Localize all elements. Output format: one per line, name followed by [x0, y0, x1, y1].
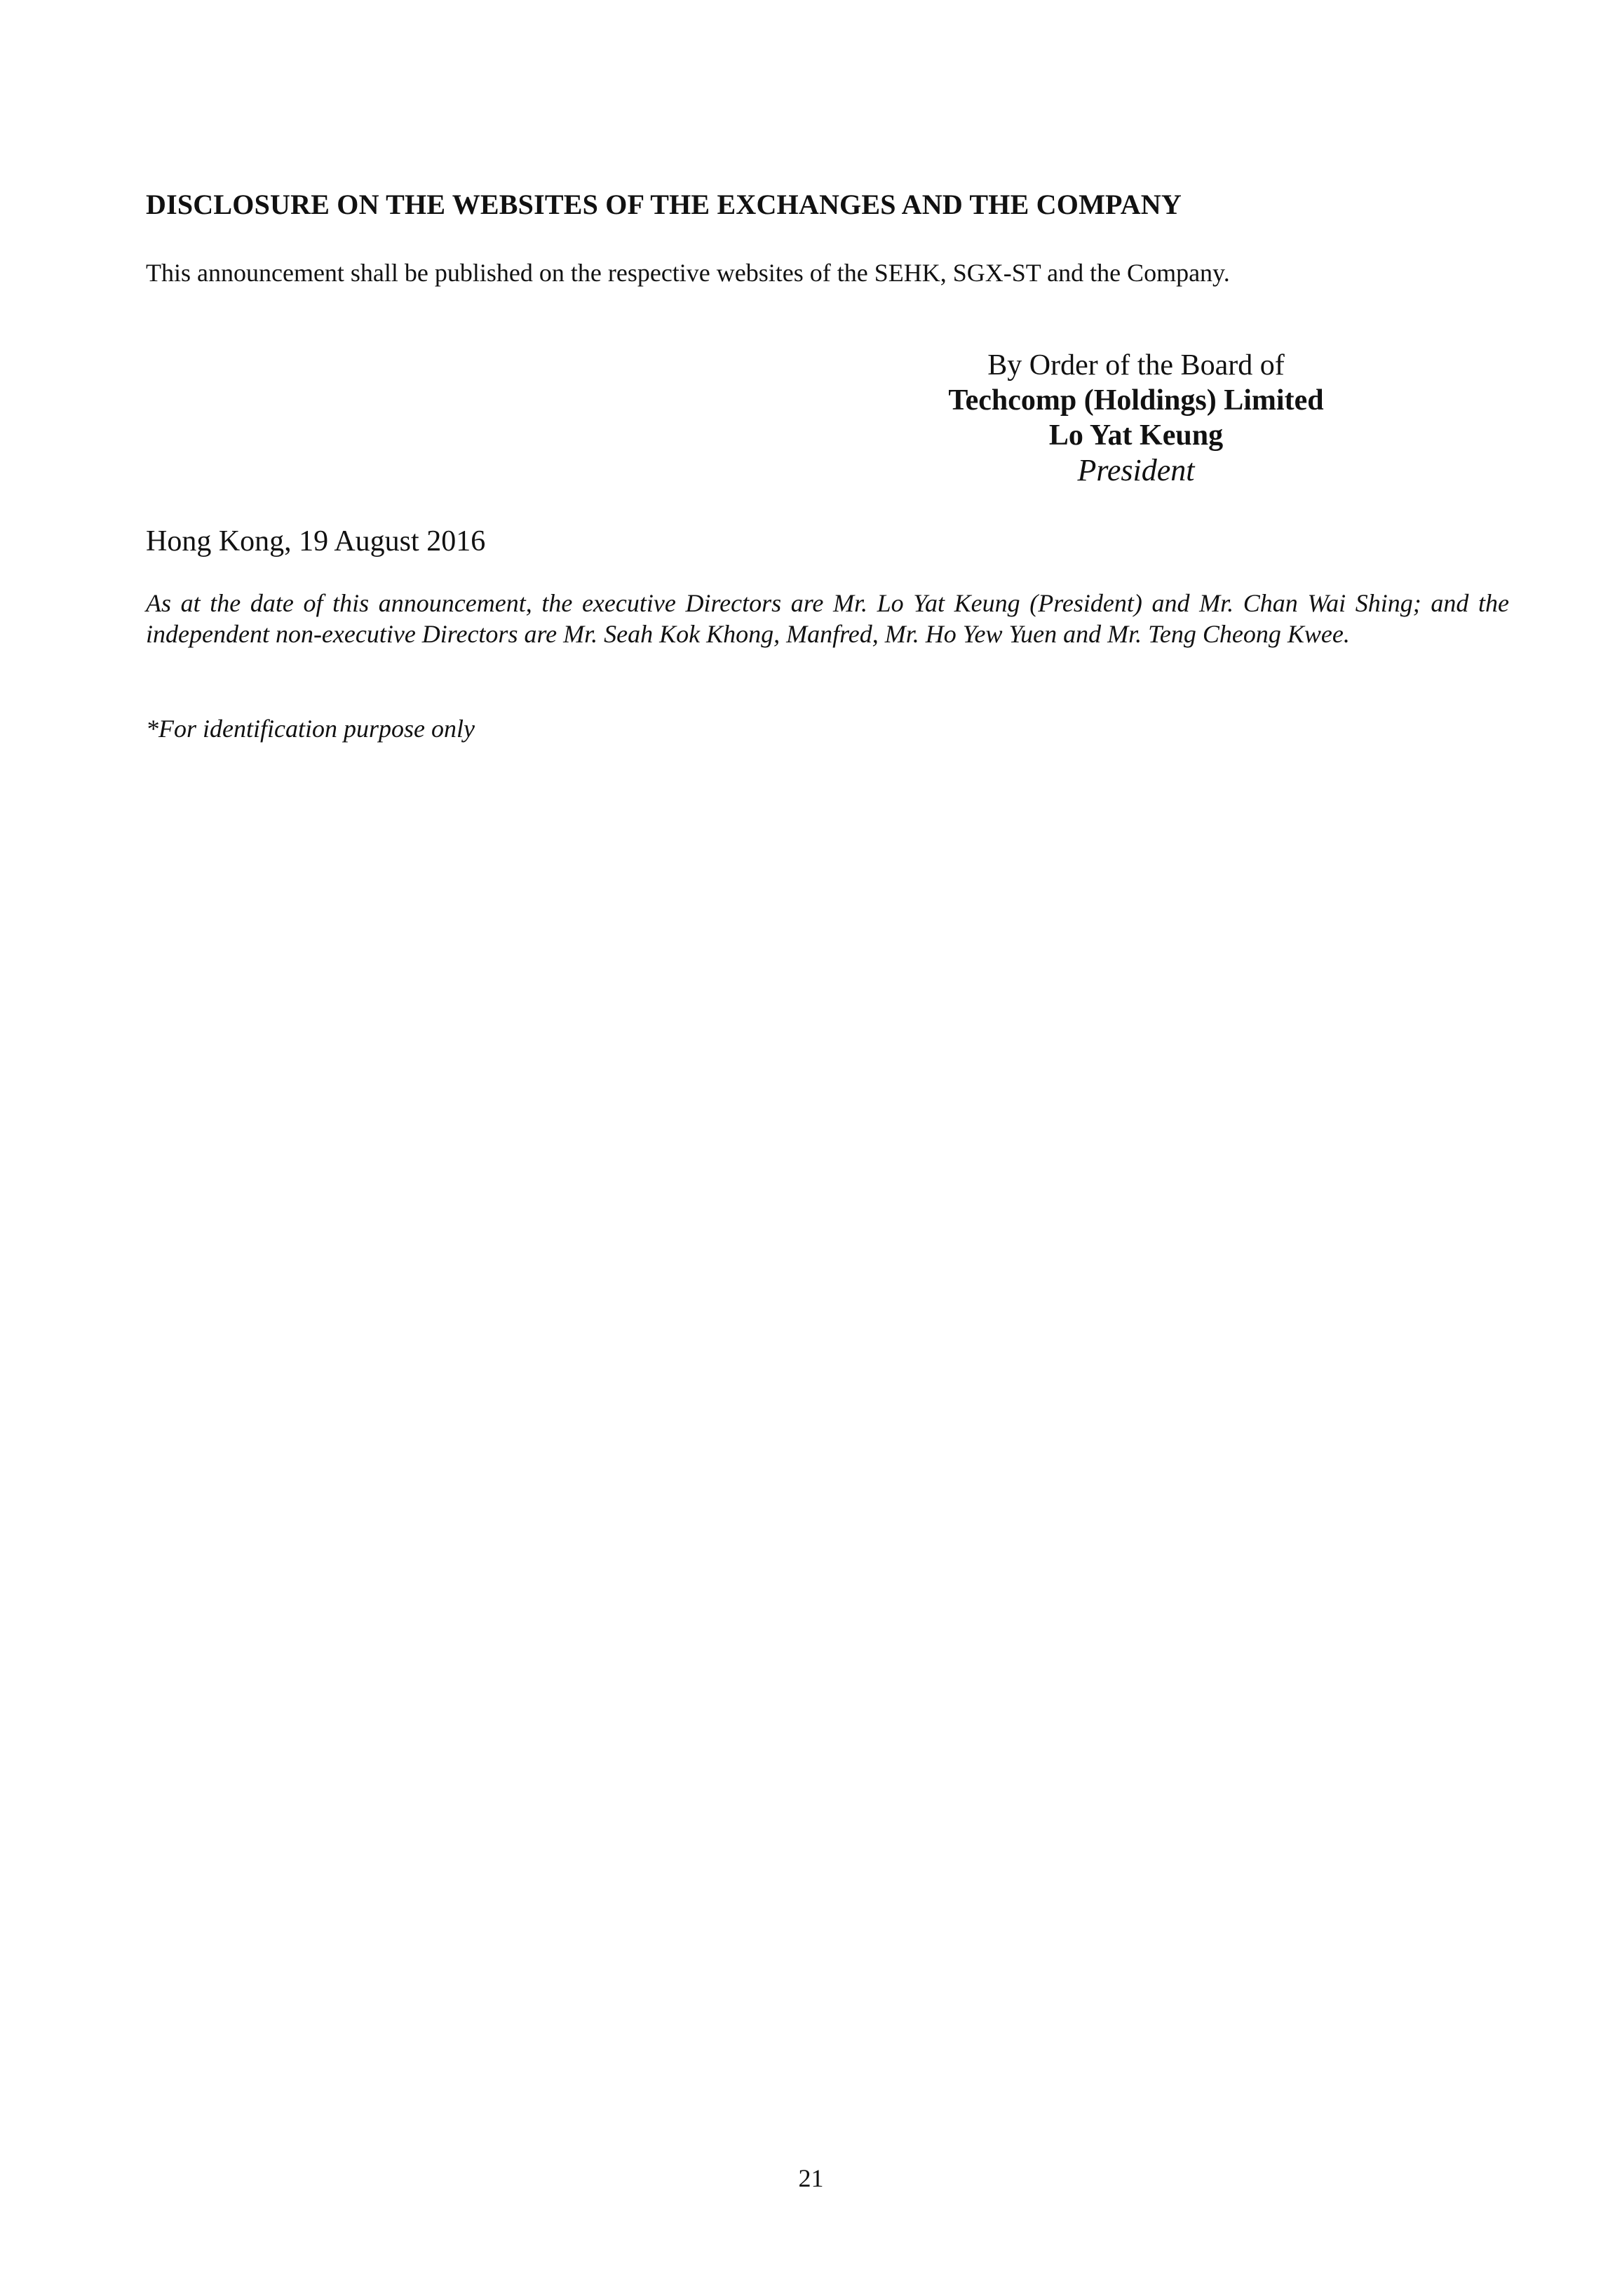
- signature-company: Techcomp (Holdings) Limited: [948, 384, 1324, 417]
- signature-name: Lo Yat Keung: [1048, 419, 1224, 452]
- signature-order-line: By Order of the Board of: [987, 349, 1285, 381]
- signature-block: [870, 348, 1403, 488]
- section-heading: DISCLOSURE ON THE WEBSITES OF THE EXCHANGES AND THE COMPANY: [146, 189, 1182, 220]
- directors-note: As at the date of this announcement, the executive Directors are Mr. Lo Yat Keung (President) and Mr. Chan Wai Shing; and the independent non-executive Directors are Mr. Seah Kok Khong, Manfred, Mr. Ho Yew Yuen and Mr. Teng Cheong Kwee.: [146, 589, 1509, 648]
- signature-title: President: [1077, 453, 1195, 487]
- page-number: 21: [798, 2164, 824, 2192]
- publication-statement: This announcement shall be published on the respective websites of the SEHK, SGX-ST and the Company.: [146, 259, 1230, 287]
- place-and-date: Hong Kong, 19 August 2016: [146, 525, 486, 558]
- identification-footnote: *For identification purpose only: [146, 715, 475, 743]
